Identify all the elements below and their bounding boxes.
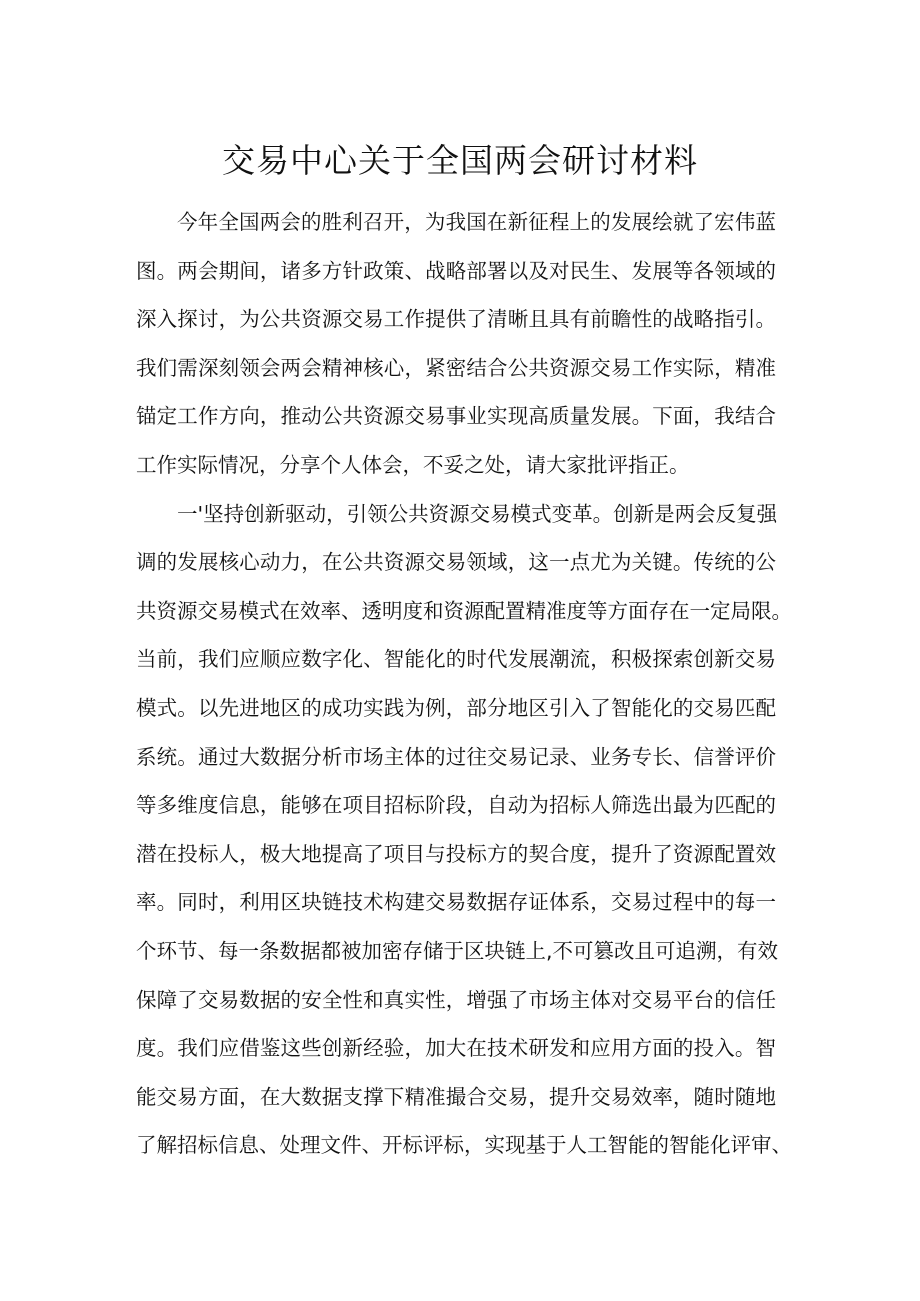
paragraph-intro	[136, 198, 776, 490]
text-line: 锚定工作方向，推动公共资源交易事业实现高质量发展。下面，我结合	[136, 404, 776, 429]
text-line: 工作实际情况，分享个人体会，不妥之处，请大家批评指正。	[136, 452, 690, 477]
text-line: 共资源交易模式在效率、透明度和资源配置精准度等方面存在一定局限。	[136, 598, 792, 623]
text-line: 图。两会期间，诸多方针政策、战略部署以及对民生、发展等各领域的	[136, 258, 776, 283]
text-line: 一'坚持创新驱动，引领公共资源交易模式变革。创新是两会反复强	[177, 501, 778, 526]
text-line: 了解招标信息、处理文件、开标评标，实现基于人工智能的智能化评审、	[136, 1133, 792, 1158]
text-line: 率。同时，利用区块链技术构建交易数据存证体系，交易过程中的每一	[136, 890, 776, 915]
text-line: 度。我们应借鉴这些创新经验，加大在技术研发和应用方面的投入。智	[136, 1036, 776, 1061]
text-line: 等多维度信息，能够在项目招标阶段，自动为招标人筛选出最为匹配的	[136, 793, 776, 818]
text-line: 能交易方面，在大数据支撑下精准撮合交易，提升交易效率，随时随地	[136, 1084, 776, 1109]
text-line: 模式。以先进地区的成功实践为例，部分地区引入了智能化的交易匹配	[136, 695, 776, 720]
text-line: 当前，我们应顺应数字化、智能化的时代发展潮流，积极探索创新交易	[136, 647, 776, 672]
text-line: 今年全国两会的胜利召开，为我国在新征程上的发展绘就了宏伟蓝	[177, 210, 776, 234]
text-line: 个环节、每一条数据都被加密存储于区块链上,不可篡改且可追溯，有效	[136, 938, 779, 963]
text-line: 保障了交易数据的安全性和真实性，增强了市场主体对交易平台的信任	[136, 987, 776, 1012]
text-line: 系统。通过大数据分析市场主体的过往交易记录、业务专长、信誉评价	[136, 744, 776, 769]
text-line: 我们需深刻领会两会精神核心，紧密结合公共资源交易工作实际，精准	[136, 355, 776, 380]
text-line: 潜在投标人，极大地提高了项目与投标方的契合度，提升了资源配置效	[136, 841, 776, 866]
document-body	[136, 198, 792, 1170]
paragraph-section-one	[136, 490, 792, 1170]
text-line: 深入探讨，为公共资源交易工作提供了清晰且具有前瞻性的战略指引。	[136, 307, 776, 332]
document-title: 交易中心关于全国两会研讨材料	[222, 141, 698, 180]
text-line: 调的发展核心动力，在公共资源交易领域，这一点尤为关键。传统的公	[136, 550, 776, 575]
